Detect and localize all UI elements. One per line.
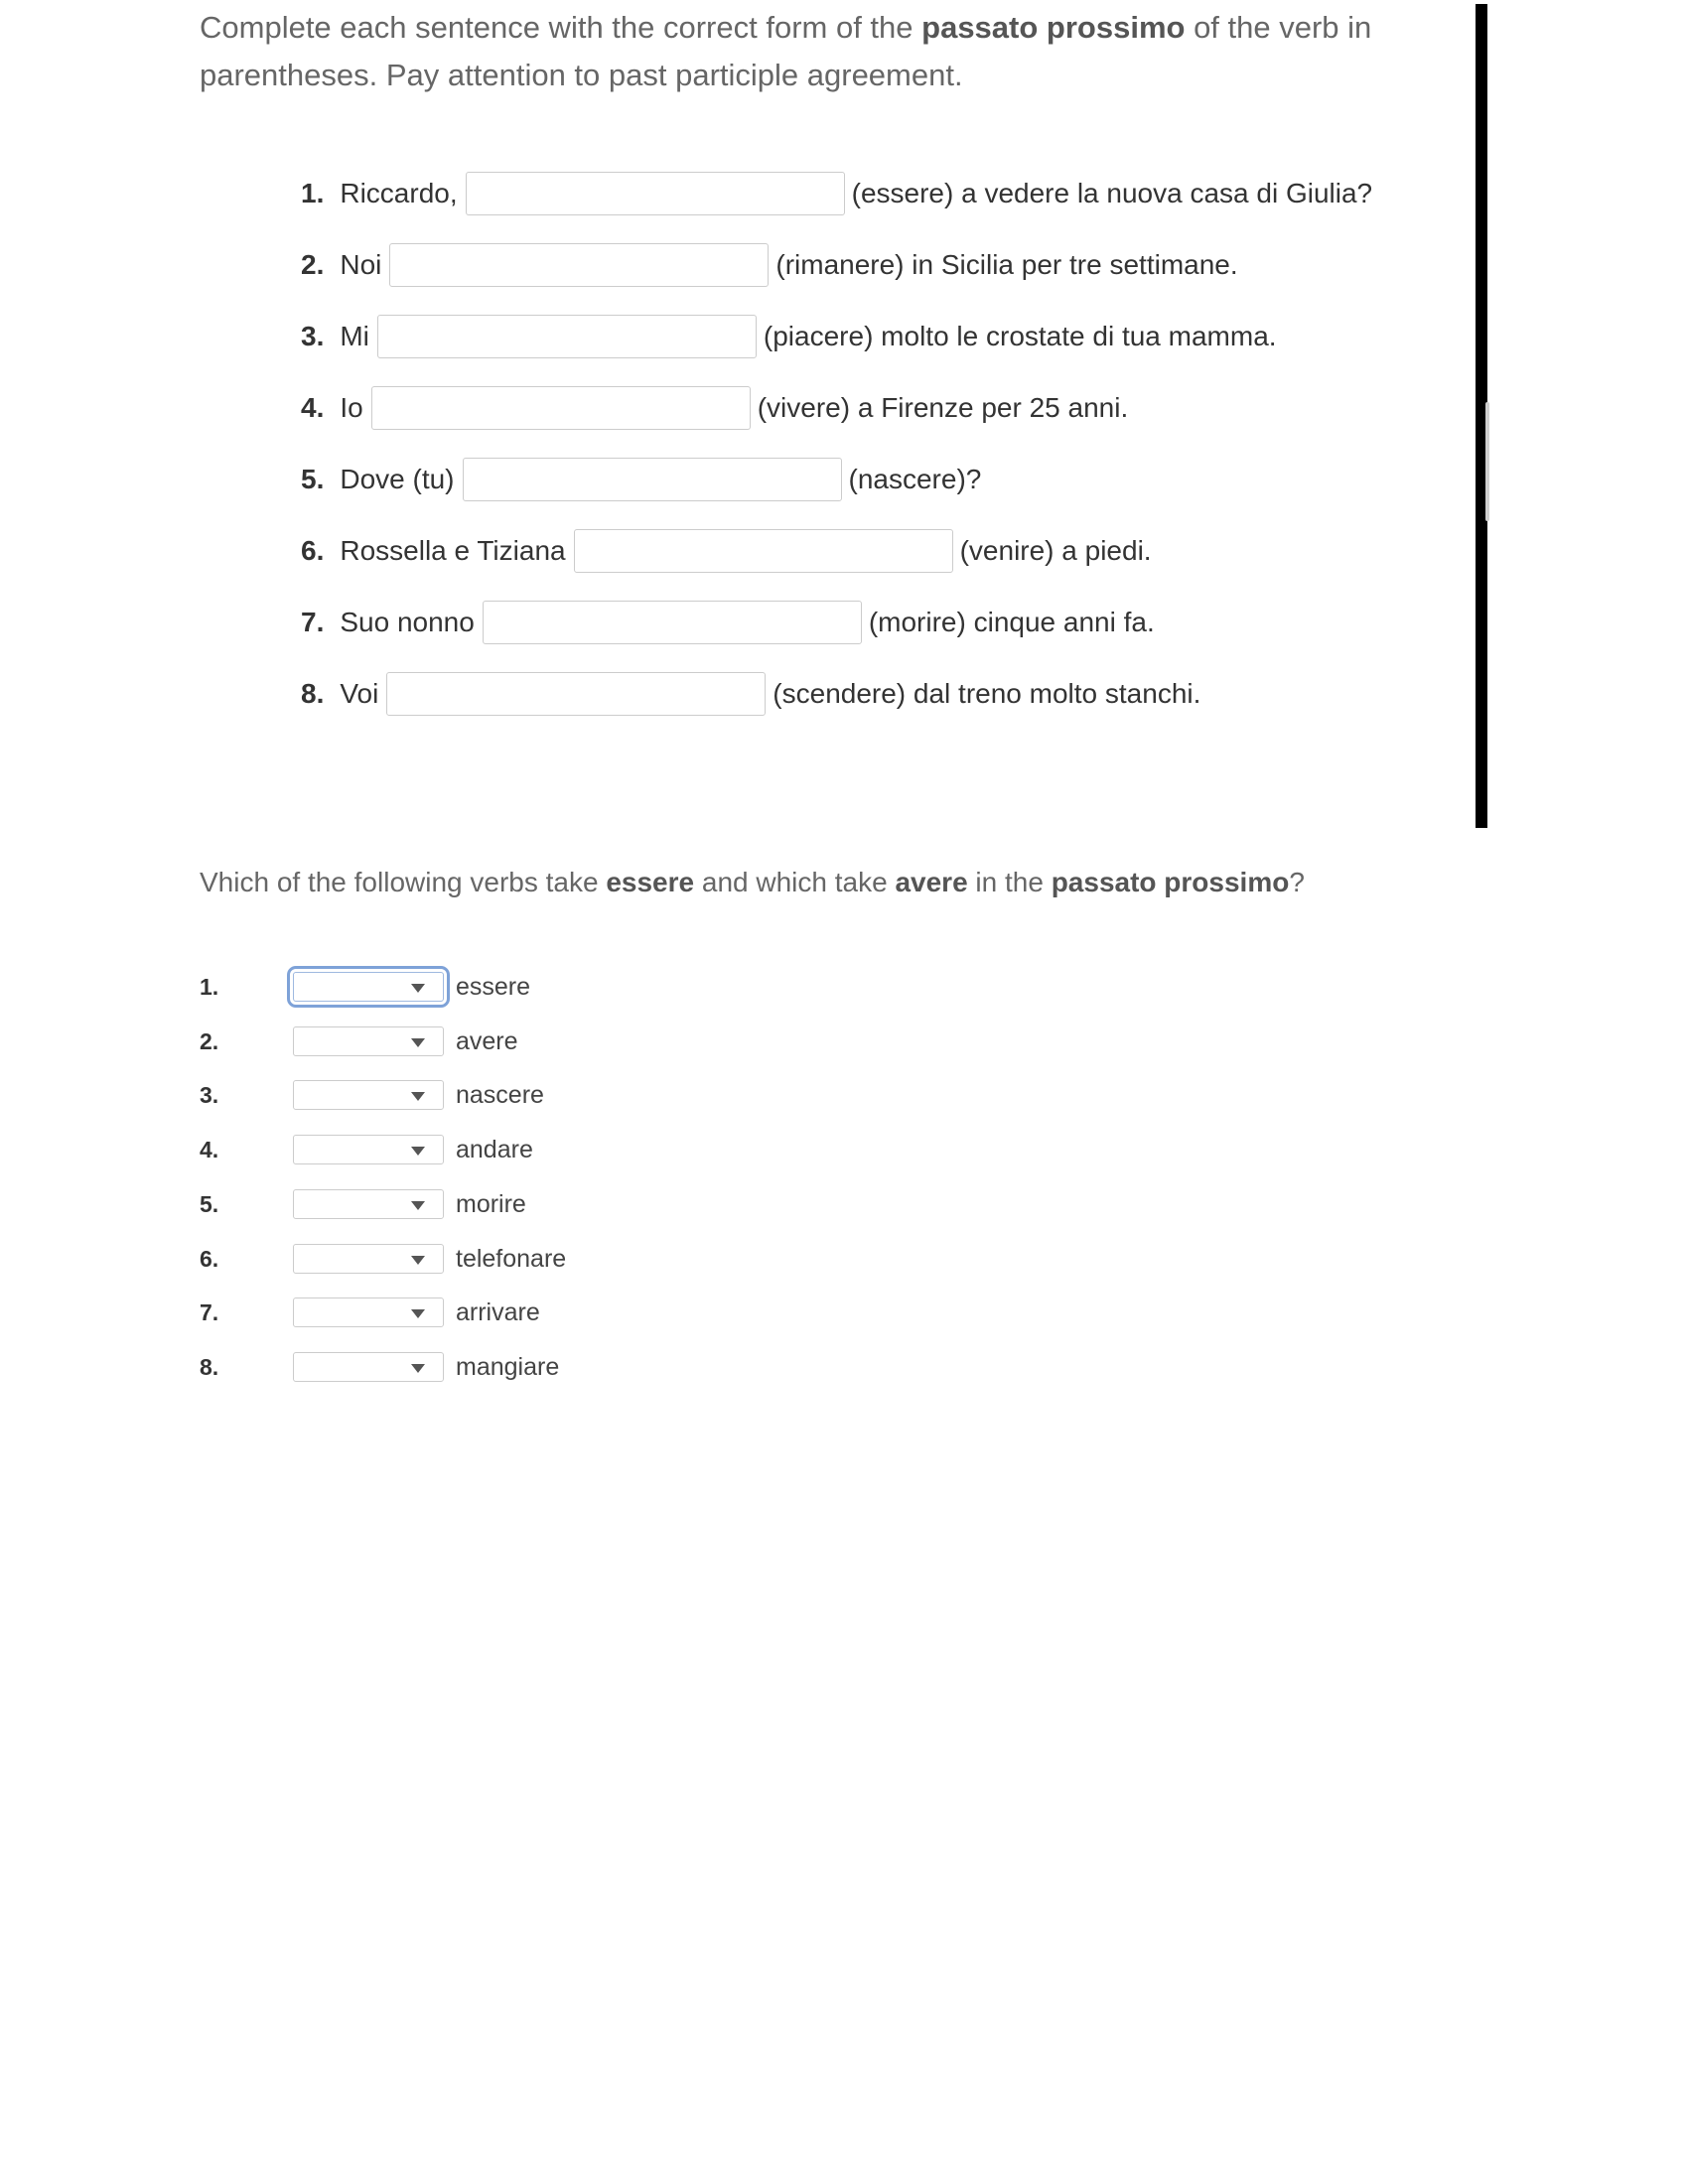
verb-label: andare	[456, 1135, 533, 1163]
question-2-text	[200, 859, 1305, 906]
match-row-1	[200, 970, 530, 1004]
auxiliary-select-6[interactable]	[293, 1244, 444, 1274]
item-number: 8.	[301, 678, 325, 709]
verb-label: avere	[456, 1026, 518, 1055]
match-number: 5.	[200, 1190, 219, 1217]
chevron-down-icon	[411, 1309, 425, 1318]
answer-input-6[interactable]	[574, 529, 953, 573]
sentence-tail: (scendere) dal treno molto stanchi.	[773, 678, 1201, 709]
chevron-down-icon	[411, 1256, 425, 1265]
answer-input-1[interactable]	[466, 172, 845, 215]
answer-input-8[interactable]	[386, 672, 766, 716]
verb-label: essere	[456, 972, 531, 1001]
item-number: 7.	[301, 607, 325, 637]
match-row-2	[200, 1024, 518, 1058]
match-number: 2.	[200, 1027, 219, 1054]
fill-item-2	[301, 242, 1238, 288]
auxiliary-select-1[interactable]	[293, 972, 444, 1002]
fill-item-1	[301, 171, 1372, 216]
auxiliary-select-4[interactable]	[293, 1135, 444, 1164]
sentence-lead: Mi	[340, 321, 369, 351]
instructions-part1: Complete each sentence with the correct form of the	[200, 10, 922, 45]
q2-bold-passato: passato prossimo	[1051, 867, 1290, 897]
q2-part1: Vhich of the following verbs take	[200, 867, 607, 897]
sentence-tail: (morire) cinque anni fa.	[868, 607, 1155, 637]
answer-input-3[interactable]	[377, 315, 757, 358]
item-number: 4.	[301, 392, 325, 423]
fill-item-3	[301, 314, 1277, 359]
match-number: 4.	[200, 1136, 219, 1162]
instructions-bold-term: passato prossimo	[921, 10, 1186, 45]
match-row-4	[200, 1133, 533, 1166]
sentence-lead: Io	[340, 392, 363, 423]
q2-part4: ?	[1289, 867, 1305, 897]
auxiliary-select-3[interactable]	[293, 1080, 444, 1110]
match-row-6	[200, 1242, 566, 1276]
fill-item-8	[301, 671, 1200, 717]
chevron-down-icon	[411, 1201, 425, 1210]
fill-item-6	[301, 528, 1152, 574]
match-number: 6.	[200, 1245, 219, 1272]
fill-item-4	[301, 385, 1128, 431]
answer-input-4[interactable]	[371, 386, 751, 430]
match-row-5	[200, 1187, 526, 1221]
instructions-part2: of the verb in parentheses. Pay attention to past participle agreement.	[200, 10, 1372, 92]
auxiliary-select-8[interactable]	[293, 1352, 444, 1382]
auxiliary-select-2[interactable]	[293, 1026, 444, 1056]
item-number: 3.	[301, 321, 325, 351]
verb-label: mangiare	[456, 1352, 560, 1381]
match-number: 8.	[200, 1353, 219, 1380]
q2-part3: in the	[967, 867, 1052, 897]
fill-item-7	[301, 600, 1155, 645]
answer-input-7[interactable]	[483, 601, 862, 644]
chevron-down-icon	[411, 1038, 425, 1047]
sentence-lead: Voi	[340, 678, 379, 709]
item-number: 2.	[301, 249, 325, 280]
match-row-8	[200, 1350, 559, 1384]
item-number: 1.	[301, 178, 325, 208]
sentence-lead: Dove (tu)	[340, 464, 455, 494]
verb-label: morire	[456, 1189, 526, 1218]
answer-input-2[interactable]	[389, 243, 769, 287]
match-row-3	[200, 1078, 544, 1112]
chevron-down-icon	[411, 1092, 425, 1101]
sentence-lead: Rossella e Tiziana	[340, 535, 566, 566]
match-number: 7.	[200, 1298, 219, 1325]
item-number: 6.	[301, 535, 325, 566]
fill-item-5	[301, 457, 981, 502]
sentence-tail: (piacere) molto le crostate di tua mamma.	[763, 321, 1277, 351]
chevron-down-icon	[411, 1364, 425, 1373]
verb-label: arrivare	[456, 1297, 540, 1326]
sentence-lead: Suo nonno	[340, 607, 475, 637]
sentence-tail: (vivere) a Firenze per 25 anni.	[757, 392, 1129, 423]
q2-part2: and which take	[694, 867, 896, 897]
item-number: 5.	[301, 464, 325, 494]
verb-label: telefonare	[456, 1244, 567, 1273]
auxiliary-select-5[interactable]	[293, 1189, 444, 1219]
sentence-tail: (nascere)?	[848, 464, 982, 494]
match-row-7	[200, 1296, 540, 1329]
q2-bold-avere: avere	[895, 867, 968, 897]
chevron-down-icon	[411, 1147, 425, 1156]
sentence-lead: Noi	[340, 249, 382, 280]
q2-bold-essere: essere	[606, 867, 695, 897]
auxiliary-select-7[interactable]	[293, 1297, 444, 1327]
answer-input-5[interactable]	[463, 458, 842, 501]
sentence-tail: (venire) a piedi.	[959, 535, 1152, 566]
match-number: 3.	[200, 1081, 219, 1108]
match-number: 1.	[200, 973, 219, 1000]
sentence-tail: (essere) a vedere la nuova casa di Giulia?	[851, 178, 1373, 208]
sentence-tail: (rimanere) in Sicilia per tre settimane.	[775, 249, 1238, 280]
verb-label: nascere	[456, 1080, 544, 1109]
sentence-lead: Riccardo,	[340, 178, 458, 208]
instructions-text	[200, 4, 1411, 99]
scrollbar-thumb[interactable]	[1485, 402, 1489, 521]
chevron-down-icon	[411, 984, 425, 993]
